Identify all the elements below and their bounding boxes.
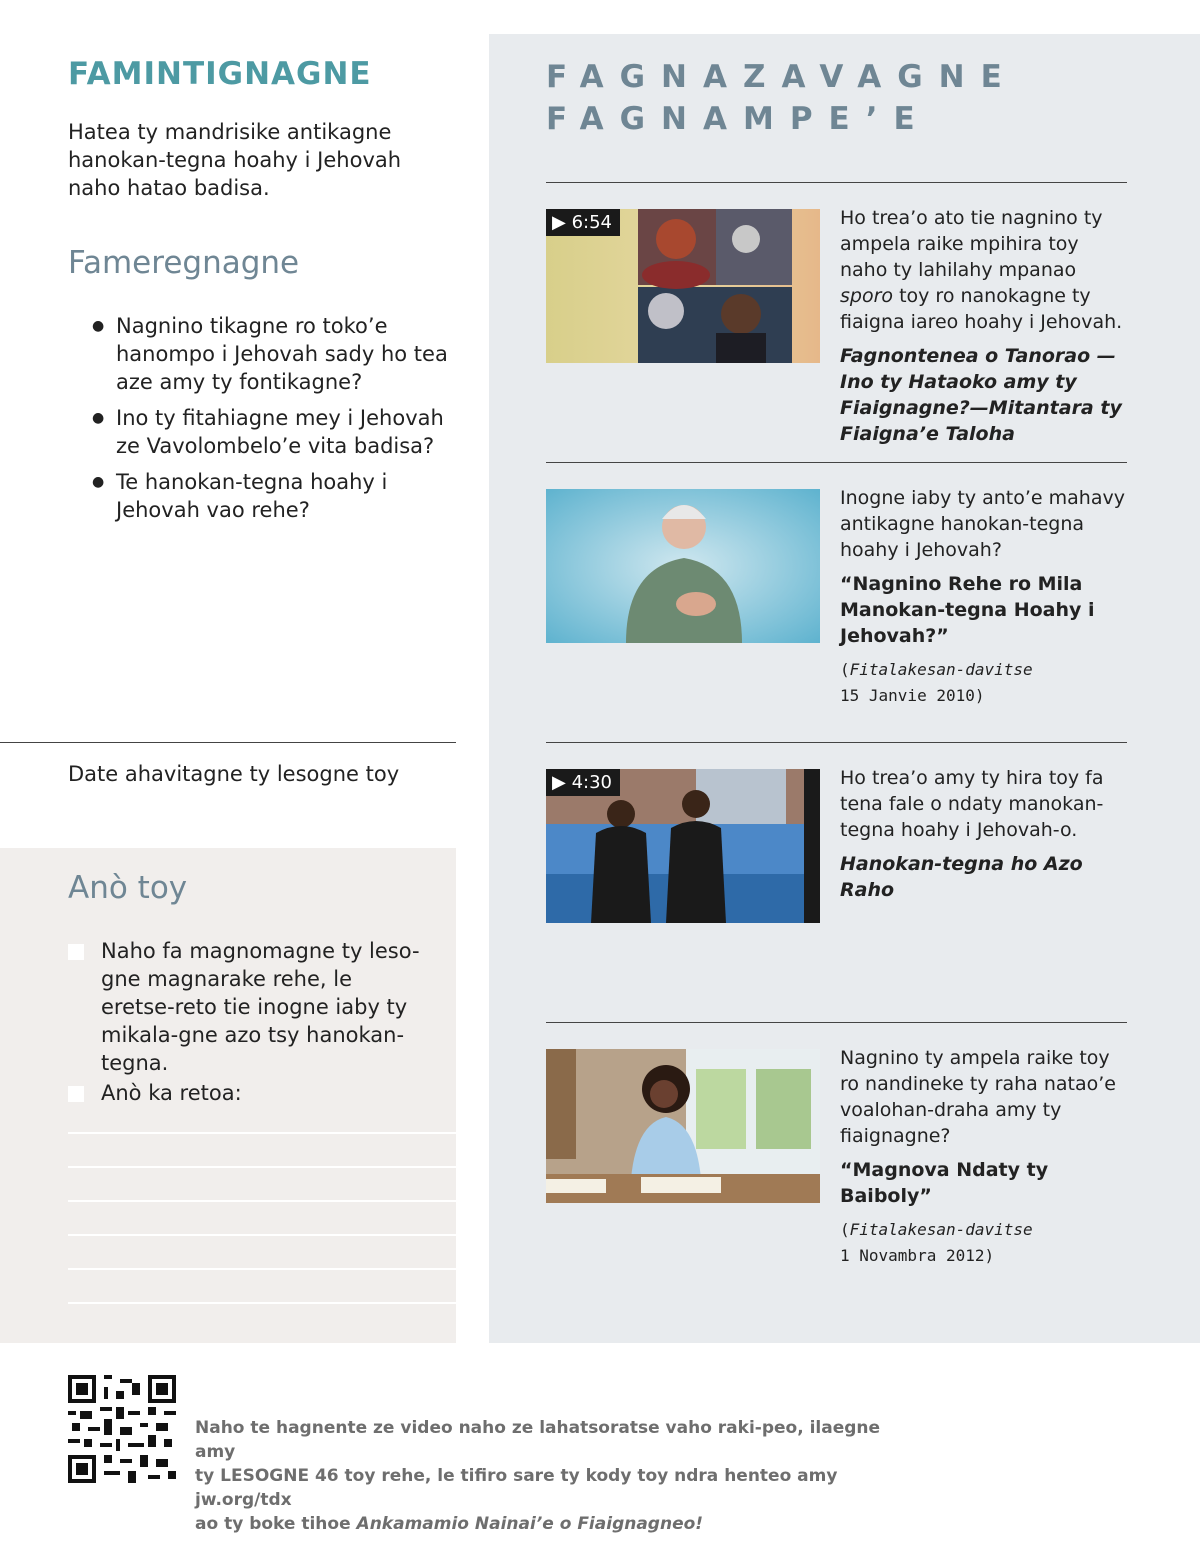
divider bbox=[0, 742, 456, 743]
divider bbox=[546, 742, 1127, 743]
research-entry bbox=[840, 765, 1125, 911]
writing-line[interactable] bbox=[68, 1166, 456, 1168]
writing-line[interactable] bbox=[68, 1132, 456, 1134]
entry-description: Nagnino ty ampela raike toy ro nandineke ty raha natao’e voalohan-draha amy ty fiaignagne? bbox=[840, 1047, 1116, 1147]
video-duration: ▶ 4:30 bbox=[546, 769, 620, 796]
research-entry bbox=[840, 1045, 1125, 1277]
task-checkbox[interactable] bbox=[68, 1086, 84, 1102]
video-duration: ▶ 6:54 bbox=[546, 209, 620, 236]
video-thumbnail[interactable] bbox=[546, 209, 820, 363]
divider bbox=[546, 182, 1127, 183]
article-thumbnail-image bbox=[546, 1049, 820, 1203]
entry-reference-link[interactable]: Fagnontenea o Tanorao —Ino ty Hataoko amy ty Fiaignagne?—Mitantara ty Fiaigna’e Taloha bbox=[840, 345, 1122, 445]
entry-reference-link[interactable]: “Magnova Ndaty ty Baiboly” bbox=[840, 1159, 1049, 1207]
article-thumbnail[interactable] bbox=[546, 489, 820, 643]
entry-description: Inogne iaby ty anto’e mahavy antikagne hanokan-tegna hoahy i Jehovah? bbox=[840, 487, 1125, 561]
list-item: ● Te hanokan-tegna hoahy i Jehovah vao rehe? bbox=[92, 468, 452, 524]
writing-line[interactable] bbox=[68, 1234, 456, 1236]
research-entry bbox=[840, 205, 1125, 455]
research-entry bbox=[840, 485, 1125, 717]
task-text: Anò ka retoa: bbox=[101, 1081, 242, 1105]
qr-code-icon[interactable] bbox=[68, 1375, 176, 1483]
list-item: ● Nagnino tikagne ro toko’e hanompo i Jehovah sady ho tea aze amy ty fontikagne? bbox=[92, 312, 452, 396]
task-text: Naho fa magnomagne ty leso-gne magnarake rehe, le eretse-reto tie inogne iaby ty mikala-gne azo tsy hanokan-tegna. bbox=[101, 939, 420, 1075]
intro-text: Hatea ty mandrisike antikagne hanokan-tegna hoahy i Jehovah naho hatao badisa. bbox=[68, 120, 402, 200]
section-title-ano-toy: Anò toy bbox=[68, 870, 188, 906]
divider bbox=[546, 1022, 1127, 1023]
entry-description: Ho trea’o ato tie nagnino ty ampela raike mpihira toy naho ty lahilahy mpanao sporo toy ro nanokagne ty fiaigna iareo hoahy i Jehovah. bbox=[840, 207, 1123, 333]
entry-reference-link[interactable]: “Nagnino Rehe ro Mila Manokan-tegna Hoahy i Jehovah?” bbox=[840, 573, 1095, 647]
entry-citation: (Fitalakesan-davitse 1 Novambra 2012) bbox=[840, 1220, 1033, 1265]
video-thumbnail[interactable] bbox=[546, 769, 820, 923]
section-title-fagnazavagne: FAGNAZAVAGNE FAGNAMPE’E bbox=[546, 59, 1018, 137]
article-thumbnail[interactable] bbox=[546, 1049, 820, 1203]
section-title-fameregnagne: Fameregnagne bbox=[68, 245, 300, 281]
list-item: ● Ino ty fitahiagne mey i Jehovah ze Vavolombelo’e vita badisa? bbox=[92, 404, 452, 460]
section-title-famintignagne: FAMINTIGNAGNE bbox=[68, 56, 372, 92]
footer-note: Naho te hagnente ze video naho ze lahatsoratse vaho raki-peo, ilaegne amy ty LESOGNE 46 toy rehe, le tifiro sare ty kody toy ndra henteo amy jw.org/tdx ao ty boke tihoe Ankamamio Nainai’e o Fiaignagneo! bbox=[195, 1418, 881, 1534]
entry-citation: (Fitalakesan-davitse 15 Janvie 2010) bbox=[840, 660, 1033, 705]
entry-description: Ho trea’o amy ty hira toy fa tena fale o ndaty manokan-tegna hoahy i Jehovah-o. bbox=[840, 767, 1104, 841]
date-completed-label: Date ahavitagne ty lesogne toy bbox=[68, 762, 400, 786]
writing-line[interactable] bbox=[68, 1200, 456, 1202]
entry-reference-link[interactable]: Hanokan-tegna ho Azo Raho bbox=[840, 853, 1083, 901]
article-thumbnail-image bbox=[546, 489, 820, 643]
review-questions bbox=[92, 312, 452, 532]
task-checkbox[interactable] bbox=[68, 944, 84, 960]
writing-line[interactable] bbox=[68, 1302, 456, 1304]
divider bbox=[546, 462, 1127, 463]
writing-line[interactable] bbox=[68, 1268, 456, 1270]
